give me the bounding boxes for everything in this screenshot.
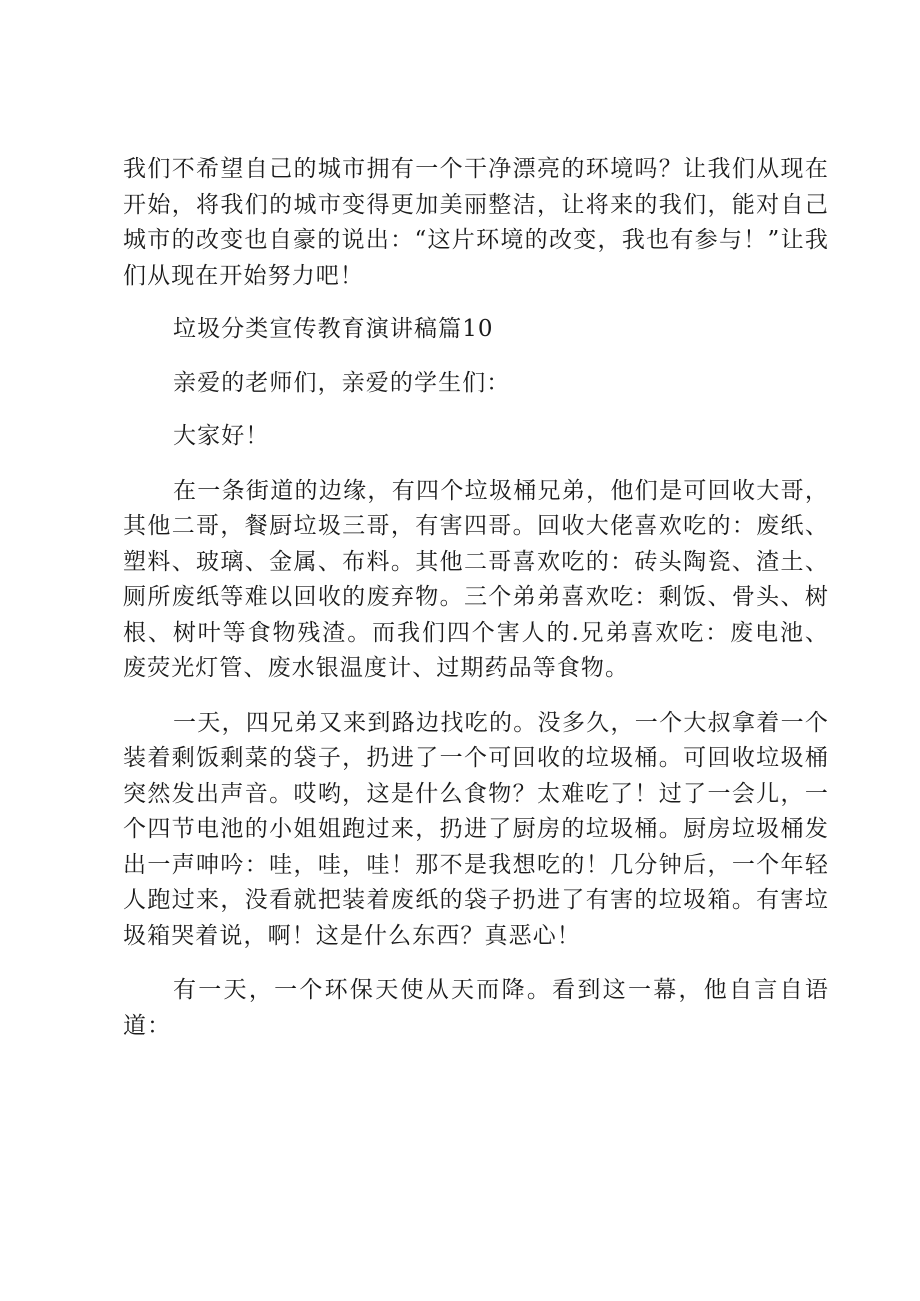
document-page [123,152,829,1044]
closing-paragraph: 我们不希望自己的城市拥有一个干净漂亮的环境吗？让我们从现在开始，将我们的城市变得更加美丽整洁，让将来的我们，能对自己城市的改变也自豪的说出：“这片环境的改变，我也有参与！”让我们从现在开始努力吧！ [123,156,829,289]
body-paragraph: 一天，四兄弟又来到路边找吃的。没多久，一个大叔拿着一个装着剩饭剩菜的袋子，扔进了一个可回收的垃圾桶。可回收垃圾桶突然发出声音。哎哟，这是什么食物？太难吃了！过了一会儿，一个四节电池的小姐姐跑过来，扔进了厨房的垃圾桶。厨房垃圾桶发出一声呻吟：哇，哇，哇！那不是我想吃的！几分钟后，一个年轻人跑过来，没看就把装着废纸的袋子扔进了有害的垃圾箱。有害垃圾箱哭着说，啊！这是什么东西？真恶心！ [123,709,829,949]
section-heading: 垃圾分类宣传教育演讲稿篇10 [173,316,494,342]
greeting: 大家好！ [173,423,270,449]
salutation: 亲爱的老师们，亲爱的学生们： [173,369,511,396]
body-paragraph: 有一天，一个环保天使从天而降。看到这一幕，他自言自语道： [123,977,829,1039]
body-paragraph: 在一条街道的边缘，有四个垃圾桶兄弟，他们是可回收大哥，其他二哥，餐厨垃圾三哥，有害四哥。回收大佬喜欢吃的：废纸、塑料、玻璃、金属、布料。其他二哥喜欢吃的：砖头陶瓷、渣土、厕所废纸等难以回收的废弃物。三个弟弟喜欢吃：剩饭、骨头、树根、树叶等食物残渣。而我们四个害人的.兄弟喜欢吃：废电池、废荧光灯管、废水银温度计、过期药品等食物。 [123,477,829,681]
